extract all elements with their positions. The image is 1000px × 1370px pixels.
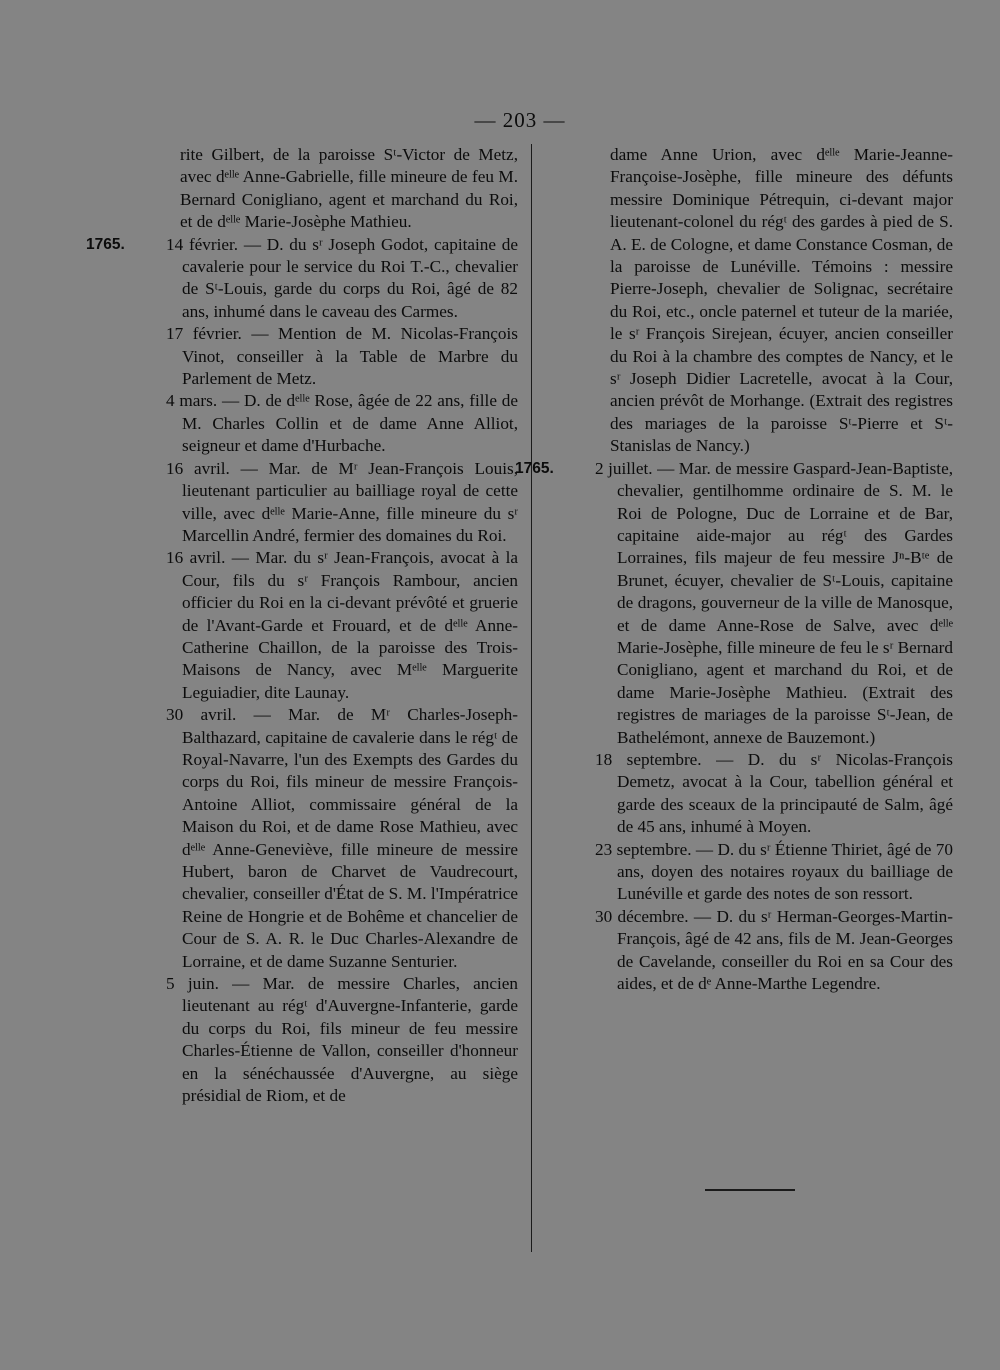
register-entry: [537, 144, 953, 458]
entry-text: — Mention de M. Nicolas-François Vinot, conseiller à la Table de Marbre du Parlement de Metz.: [182, 324, 518, 389]
entry-year: 1765.: [515, 459, 554, 477]
entry-text: — D. du sʳ Nicolas-François Demetz, avocat à la Cour, tabellion général et garde des sceaux de la principauté de Salm, âgé de 45 ans, inhumé à Moyen.: [617, 749, 953, 837]
closing-rule: [705, 1189, 795, 1191]
entry-date: 5 juin.: [166, 974, 219, 994]
entry-text: — D. du sʳ Étienne Thiriet, âgé de 70 ans, doyen des notaires royaux du bailliage de Lunéville et garde des notes de son ressort.: [617, 839, 953, 904]
register-entry: [102, 973, 518, 1107]
register-entry: [102, 704, 518, 973]
entry-date: 30 avril.: [166, 705, 237, 725]
entry-text: — D. du sʳ Herman-Georges-Martin-François, âgé de 42 ans, fils de M. Jean-Georges de Cavelande, conseiller du Roi en sa Cour des aides, et de dᵉ Anne-Marthe Legendre.: [617, 906, 953, 994]
entry-text: rite Gilbert, de la paroisse Sᵗ-Victor de Metz, avec dᵉˡˡᵉ Anne-Gabrielle, fille mineure de feu M. Bernard Conigliano, agent et marchand du Roi, et de dᵉˡˡᵉ Marie-Josèphe Mathieu.: [180, 145, 518, 232]
entry-date: 14 février.: [166, 234, 239, 254]
entry-text: — Mar. de messire Charles, ancien lieutenant au régᵗ d'Auvergne-Infanterie, garde du corps du Roi, fils mineur de feu messire Charles-Étienne de Vallon, conseiller d'honneur en la sénéchaussée d'Auvergne, au siège présidial de Riom, et de: [182, 974, 518, 1106]
entry-text: — Mar. de Mʳ Jean-François Louis, lieutenant particulier au bailliage royal de cette ville, avec dᵉˡˡᵉ Marie-Anne, fille mineure du sʳ Marcellin André, fermier des domaines du Roi.: [182, 458, 518, 545]
register-entry: [102, 390, 518, 457]
entry-date: 23 septembre.: [595, 839, 692, 859]
entry-text: dame Anne Urion, avec dᵉˡˡᵉ Marie-Jeanne-Françoise-Josèphe, fille mineure des défunts messire Dominique Pétrequin, ci-devant major lieutenant-colonel du régᵗ des gardes à pied de S. A. E. de Cologne, et dame Constance Cosman, de la paroisse de Lunéville. Témoins : messire Pierre-Joseph, chevalier de Solignac, secrétaire du Roi, etc., oncle paternel et tuteur de la mariée, le sʳ François Sirejean, écuyer, ancien conseiller du Roi à la chambre des comptes de Nancy, et le sʳ Joseph Didier Lacretelle, avocat à la Cour, ancien prévôt de Morhange. (Extrait des registres des mariages de la paroisse Sᵗ-Pierre et Sᵗ-Stanislas de Nancy.): [610, 145, 953, 456]
entry-date: 16 avril.: [166, 458, 230, 478]
register-entry: [102, 547, 518, 704]
entry-date: 2 juillet.: [595, 458, 653, 478]
register-entry: [537, 906, 953, 996]
entry-date: 18 septembre.: [595, 749, 702, 769]
register-entry: [102, 144, 518, 234]
left-column: [86, 144, 518, 1107]
register-entry: [102, 458, 518, 548]
entry-text: — Mar. de messire Gaspard-Jean-Baptiste, chevalier, gentilhomme ordinaire de S. M. le Roi de Pologne, Duc de Lorraine et de Bar, capitaine aide-major au régᵗ des Gardes Lorraines, fils majeur de feu messire Jⁿ-Bᵗᵉ de Brunet, écuyer, chevalier de Sᵗ-Louis, capitaine de dragons, gouverneur de la ville de Manosque, et de dame Anne-Rose de Salve, avec dᵉˡˡᵉ Marie-Josèphe, fille mineure de feu le sʳ Bernard Conigliano, agent et marchand du Roi, et de dame Marie-Josèphe Mathieu. (Extrait des registres de mariages de la paroisse Sᵗ-Jean, de Bathelémont, annexe de Bauzemont.): [617, 458, 953, 747]
page-number: — 203 —: [474, 108, 566, 132]
entry-text: — Mar. de Mʳ Charles-Joseph-Balthazard, capitaine de cavalerie dans le régᵗ de Royal-Navarre, l'un des Exempts des Gardes du corps du Roi, fils mineur de messire François-Antoine Alliot, commissaire général de la Maison du Roi, et de dame Rose Mathieu, avec dᵉˡˡᵉ Anne-Geneviève, fille mineure de messire Hubert, baron de Charvet de Vaudrecourt, chevalier, conseiller d'État de S. M. l'Impératrice Reine de Hongrie et de Bohême et chancelier de Cour de S. A. R. le Duc Charles-Alexandre de Lorraine, et de dame Suzanne Senturier.: [182, 705, 518, 971]
entry-text: — D. de dᵉˡˡᵉ Rose, âgée de 22 ans, fille de M. Charles Collin et de dame Anne Alliot, seigneur et dame d'Hurbache.: [182, 391, 518, 456]
entry-date: 30 décembre.: [595, 906, 689, 926]
register-entry: [537, 839, 953, 906]
entry-year: 1765.: [86, 235, 125, 253]
entry-date: 16 avril.: [166, 548, 226, 568]
entry-text: — D. du sʳ Joseph Godot, capitaine de cavalerie pour le service du Roi T.-C., chevalier de Sᵗ-Louis, garde du corps du Roi, âgé de 82 ans, inhumé dans le caveau des Carmes.: [182, 234, 518, 321]
column-divider: [531, 144, 532, 1252]
entry-text: — Mar. du sʳ Jean-François, avocat à la Cour, fils du sʳ François Rambour, ancien officier du Roi en la ci-devant prévôté et gruerie de l'Avant-Garde et Frouard, et de dᵉˡˡᵉ Anne-Catherine Chaillon, de la paroisse des Trois-Maisons de Nancy, avec Mᵉˡˡᵉ Marguerite Leguiadier, dite Launay.: [182, 548, 518, 702]
entry-date: 17 février.: [166, 324, 242, 344]
register-entry: [86, 234, 518, 324]
register-entry: [515, 458, 953, 749]
register-entry: [102, 323, 518, 390]
right-column: [515, 144, 953, 995]
entry-date: 4 mars.: [166, 391, 218, 411]
register-entry: [537, 749, 953, 839]
